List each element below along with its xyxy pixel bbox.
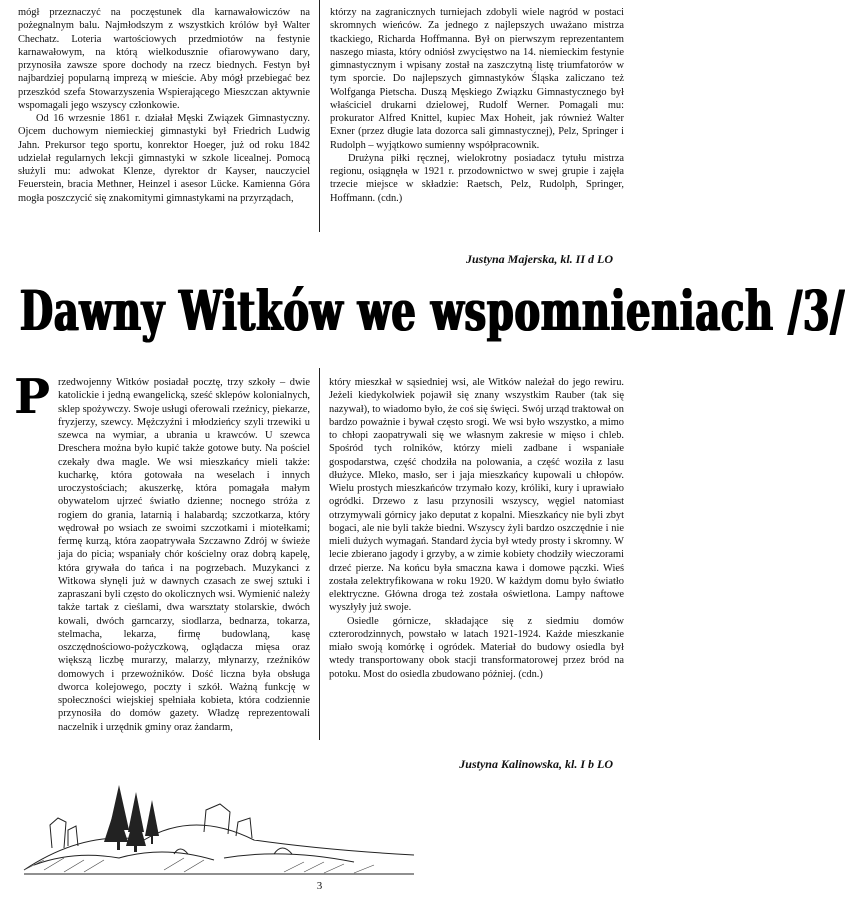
drop-cap: P: [14, 369, 51, 425]
author-signature-2: Justyna Kalinowska, kl. I b LO: [459, 757, 613, 771]
article-2-column-right: [329, 376, 624, 681]
paragraph: którzy na zagranicznych turniejach zdobyli wiele nagród w postaci skromnych wieńców. Za jednego z najlepszych uważano mistrza tkackiego, Richarda Hoffmanna. Był on pierwszym reprezentantem naszego miasta, który odniósł zwycięstwo na 14. niemieckim festynie gimnastycznym i wpisany został na zaszczytną listę triumfatorów w tym sporcie. Do najlepszych gimnastyków Śląska zaliczano też Wolfganga Pietscha. Duszą Męskiego Związku Gimnastycznego był właściciel drukarni dzielowej, Rudolf Werner. Pomagali mu: prokurator Alfred Knittel, kupiec Max Hoheit, jak również Walter Exner (przez długie lata dozorca sali gimnastycznej), Pelz, Springer i Rudolph – wyjątkowo sumienny współpracownik.: [330, 7, 624, 151]
landscape-illustration: [24, 770, 414, 875]
column-divider-bottom: [319, 368, 320, 740]
author-signature-1: Justyna Majerska, kl. II d LO: [465, 252, 613, 266]
paragraph: mógł przeznaczyć na poczęstunek dla karnawałowiczów na pożegnalnym balu. Najmłodszym z wszystkich królów był Walter Chechatz. Loteria wartościowych przedmiotów na festynie karnawałowym, na którą wielkodusznie ofiarowywano dary, przynosiła zawsze spore dochody na rzecz biednych. Festyn był najbardziej popularną imprezą w mieście. Aby mógł przebiegać bez przeszkód szefa Stowarzyszenia Wspierającego Mieszczan aktywnie wspomagali jego wszyscy członkowie.: [18, 7, 310, 111]
paragraph: który mieszkał w sąsiedniej wsi, ale Witków należał do jego rewiru. Jeżeli kiedykolwiek pojawił się znany wszystkim Rauber (tak się nazywał), to wiadomo było, że coś się święci. Swój urząd traktował on bardzo poważnie i bywał często srogi. We wsi było wszystko, a mimo to chłopi zaopatrywali się we własnym zakresie w mięso i chleb. Spośród tych rolników, którzy mieli zadbane i wspaniałe gospodarstwa, część chodziła na polowania, a część woziła z lasu dłużyce. Mleko, masło, ser i jaja mieszkańcy kupowali u chłopów. Wielu prostych mieszkańców trzymało kozy, króliki, kury i uprawiało ogródki. Drzewo z lasu przynosili wszyscy, węgiel natomiast otrzymywali górnicy jako deputat z kopalni. Mieszkańcy nie byli zbyt bogaci, ale nie byli także biedni. Wszyscy żyli bardzo oszczędnie i nie mieli dużych wymagań. Standard życia był wtedy prosty i skromny. W lecie zbierano jagody i grzyby, a w zimie kobiety chodziły wieczorami drzeć pierze. Na końcu była smaczna kawa i domowe pączki. Wieś została zelektryfikowana w roku 1920. W każdym domu było światło elektryczne. Główna droga też została oświetlona. Lampy naftowe wyszłyły już swoje.: [329, 377, 624, 614]
page-number: 3: [316, 880, 323, 892]
paragraph: Osiedle górnicze, składające się z siedmiu domów czterorodzinnych, powstało w latach 1921-1924. Każde mieszkanie miało swoją komórkę i ogródek. Materiał do budowy osiedla był wtedy transportowany obok stacji transformatorowej przez bród na potoku. Most do osiedla zbudowano później. (cdn.): [329, 615, 624, 680]
column-divider-top: [319, 0, 320, 232]
article-2-column-left: [58, 376, 310, 734]
paragraph: rzedwojenny Witków posiadał pocztę, trzy szkoły – dwie katolickie i jedną ewangelicką, sześć sklepów kolonialnych, sklep spożywczy. Swoje usługi oferowali rzeźnicy, piekarze, fryzjerzy, szewcy. Mężczyźni i młodzieńcy szyli trzewiki u szewca na wymiar, a ubrania u krawców. U szewca Dreschera można było kupić także gotowe buty. Na pościel czekały dwa magle. We wsi mieszkańcy mieli także: kucharkę, która gotowała na weselach i innych uroczystościach; akuszerkę, która pomagała małym obywatelom ujrzeć światło dzienne; nocnego stróża z rogiem do grania, latarnią i halabardą; szczotkarza, który wędrował po wsiach ze swoimi szczotkami i miotełkami; fermę kurzą, która zaopatrywała Szczawno Zdrój w świeże jaja do picia; wspaniały chór kościelny oraz dobrą kapelę, która grywała do tańca i na pogrzebach. Muzykanci z Witkowa słynęli już w dawnych czasach ze swej sztuki i zapraszani byli często do okolicznych wsi. Wymienić należy także tartak z cieślami, dwa warsztaty stolarskie, dwóch kowali, dwóch garncarzy, siodlarza, bednarza, tokarza, stelmacha, lekarza, firmę budowlaną, kasę oszczędnościowo-pożyczkową, oglądacza mięsa oraz większą liczbę murarzy, malarzy, młynarzy, rzeźników domowych i przewoźników. Dość liczna była obsługa dworca kolejowego, poczty i szkół. Ważną funkcję w społeczności wiejskiej spełniała kobieta, która codziennie przynosiła do domów gazety. Władzę reprezentowali naczelnik i urzędnik gminy oraz żandarm,: [58, 377, 310, 733]
paragraph: Drużyna piłki ręcznej, wielokrotny posiadacz tytułu mistrza regionu, osiągnęła w 1921 r. przodownictwo w swej grupie i zajęła trzecie miejsce w składzie: Raetsch, Pelz, Rudolph, Springer, Hoffmann. (cdn.): [330, 152, 624, 204]
paragraph: Od 16 wrzesnie 1861 r. działał Męski Związek Gimnastyczny. Ojcem duchowym niemieckiej gimnastyki był Friedrich Ludwig Jahn. Prekursor tego sportu, konrektor Hoeger, już od roku 1842 udzielał regularnych lekcji gimnastyki w szkole licealnej. Pomocą służyli mu: adwokat Klenze, dyrektor dr Kayser, nauczyciel Feuerstein, bracia Methner, Heinzel i asesor Lücke. Kamienna Góra mogła poszczycić się znakomitymi gimnastykami na przyrządach,: [18, 113, 310, 204]
article-title: Dawny Witków we wspomnieniach /3/: [20, 278, 845, 344]
article-1-column-right: [330, 6, 624, 205]
article-1-column-left: [18, 6, 310, 205]
